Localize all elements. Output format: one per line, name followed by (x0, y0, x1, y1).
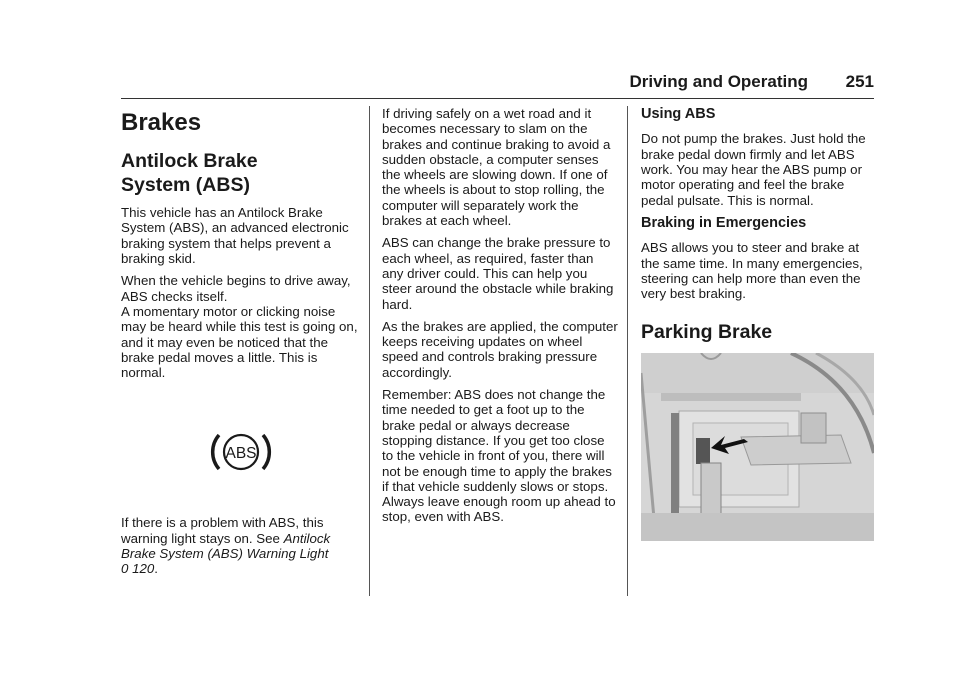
using-abs-paragraph: Do not pump the brakes. Just hold the brake pedal down firmly and let ABS work. You may hear the ABS pump or motor operating and feel the brake pedal pulsate. This is normal. (641, 131, 866, 208)
wheel-speed-paragraph: As the brakes are applied, the computer keeps receiving updates on wheel speed and controls braking pressure accordingly. (382, 318, 618, 380)
column-1 (121, 106, 361, 584)
parking-brake-heading: Parking Brake (641, 321, 773, 344)
page-number: 251 (845, 72, 874, 91)
parking-brake-photo (641, 353, 874, 541)
column-2 (382, 106, 618, 532)
abs-heading: Antilock Brake System (ABS) (121, 150, 258, 196)
column-3 (641, 106, 874, 541)
page-ref-120[interactable]: 120 (132, 561, 155, 577)
abs-warning-icon (208, 431, 274, 473)
abs-selfcheck-paragraph: When the vehicle begins to drive away, ABS checks itself. (121, 273, 351, 304)
abs-problem-paragraph: If there is a problem with ABS, this warning light stays on. See Antilock Brake System (ABS) Warning Light 0 120. (121, 515, 331, 577)
abs-noise-paragraph: A momentary motor or clicking noise may be heard while this test is going on, and it may even be noticed that the brake pedal moves a little. This is normal. (121, 303, 358, 381)
page-ref-symbol: 0 (121, 561, 129, 577)
wet-road-paragraph: If driving safely on a wet road and it becomes necessary to slam on the brakes and continue braking to avoid a sudden obstacle, a computer senses the wheels are slowing down. If one of the wheels is about to stop rolling, the computer will separately work the brakes at each wheel. (382, 106, 611, 229)
brakes-heading: Brakes (121, 109, 202, 136)
page-header (620, 70, 874, 96)
remember-paragraph: Remember: ABS does not change the time needed to get a foot up to the brake pedal or always decrease stopping distance. If you get too close to the vehicle in front of you, there will not be enough time to apply the brakes if that vehicle suddenly slows or stops. Always leave enough room up ahead to stop, even with ABS. (382, 387, 616, 525)
header-rule (121, 98, 874, 99)
using-abs-heading: Using ABS (641, 106, 716, 122)
abs-warning-symbol (121, 387, 361, 515)
abs-warning-light-link[interactable]: Antilock Brake System (ABS) Warning Light (121, 530, 331, 562)
column-divider-1 (369, 106, 370, 596)
column-divider-2 (627, 106, 628, 596)
parking-brake-pedal-image (641, 353, 874, 541)
braking-emergencies-paragraph: ABS allows you to steer and brake at the same time. In many emergencies, steering can help more than even the very best braking. (641, 240, 863, 302)
braking-emergencies-heading: Braking in Emergencies (641, 214, 807, 231)
abs-intro-paragraph: This vehicle has an Antilock Brake System (ABS), an advanced electronic braking system that helps prevent a braking skid. (121, 205, 349, 267)
svg-text:ABS: ABS (225, 445, 257, 463)
brake-pressure-paragraph: ABS can change the brake pressure to each wheel, as required, faster than any driver could. This can help you steer around the obstacle while braking hard. (382, 235, 614, 312)
section-title: Driving and Operating (629, 72, 808, 91)
